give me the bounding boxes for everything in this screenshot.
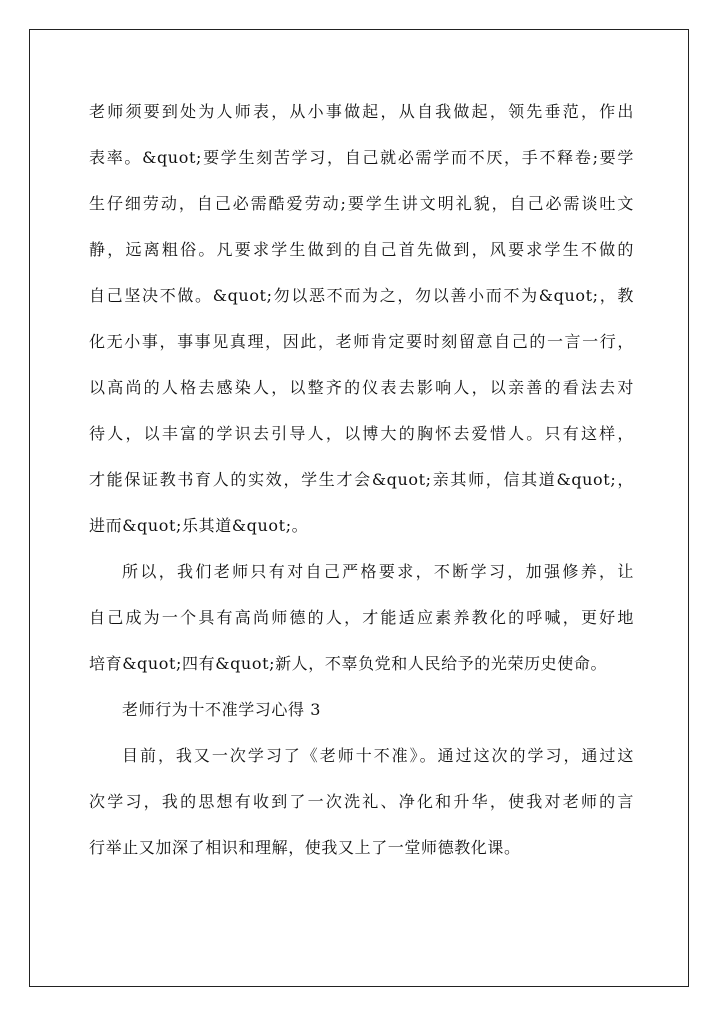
text-line: 表率。&quot;要学生刻苦学习，自己就必需学而不厌，手不释卷;要学 — [89, 148, 634, 167]
text-line: 进而&quot;乐其道&quot;。 — [89, 516, 309, 535]
text-line: 老师须要到处为人师表，从小事做起，从自我做起，领先垂范，作出 — [89, 102, 634, 121]
text-line: 才能保证教书育人的实效，学生才会&quot;亲其师，信其道&quot;， — [89, 470, 634, 489]
text-line: 培育&quot;四有&quot;新人，不辜负党和人民给予的光荣历史使命。 — [89, 654, 608, 673]
text-line: 自己成为一个具有高尚师德的人，才能适应素养教化的呼喊，更好地 — [89, 608, 634, 627]
text-line: 生仔细劳动，自己必需酷爱劳动;要学生讲文明礼貌，自己必需谈吐文 — [89, 194, 634, 213]
text-line: 次学习，我的思想有收到了一次洗礼、净化和升华，使我对老师的言 — [89, 792, 634, 811]
text-line: 自己坚决不做。&quot;勿以恶不而为之，勿以善小而不为&quot;，教 — [89, 286, 634, 305]
text-line: 行举止又加深了相识和理解，使我又上了一堂师德教化课。 — [89, 838, 521, 857]
text-line: 化无小事，事事见真理，因此，老师肯定要时刻留意自己的一言一行， — [89, 332, 634, 351]
document-body — [89, 94, 634, 876]
text-line: 以高尚的人格去感染人，以整齐的仪表去影响人，以亲善的看法去对 — [89, 378, 634, 397]
text-line: 目前，我又一次学习了《老师十不准》。通过这次的学习，通过这 — [122, 746, 634, 765]
text-line: 静，远离粗俗。凡要求学生做到的自己首先做到，风要求学生不做的 — [89, 240, 634, 259]
text-line: 所以，我们老师只有对自己严格要求，不断学习，加强修养，让 — [122, 562, 634, 581]
text-line: 待人，以丰富的学识去引导人，以博大的胸怀去爱惜人。只有这样， — [89, 424, 634, 443]
section-heading: 老师行为十不准学习心得 3 — [122, 700, 322, 719]
